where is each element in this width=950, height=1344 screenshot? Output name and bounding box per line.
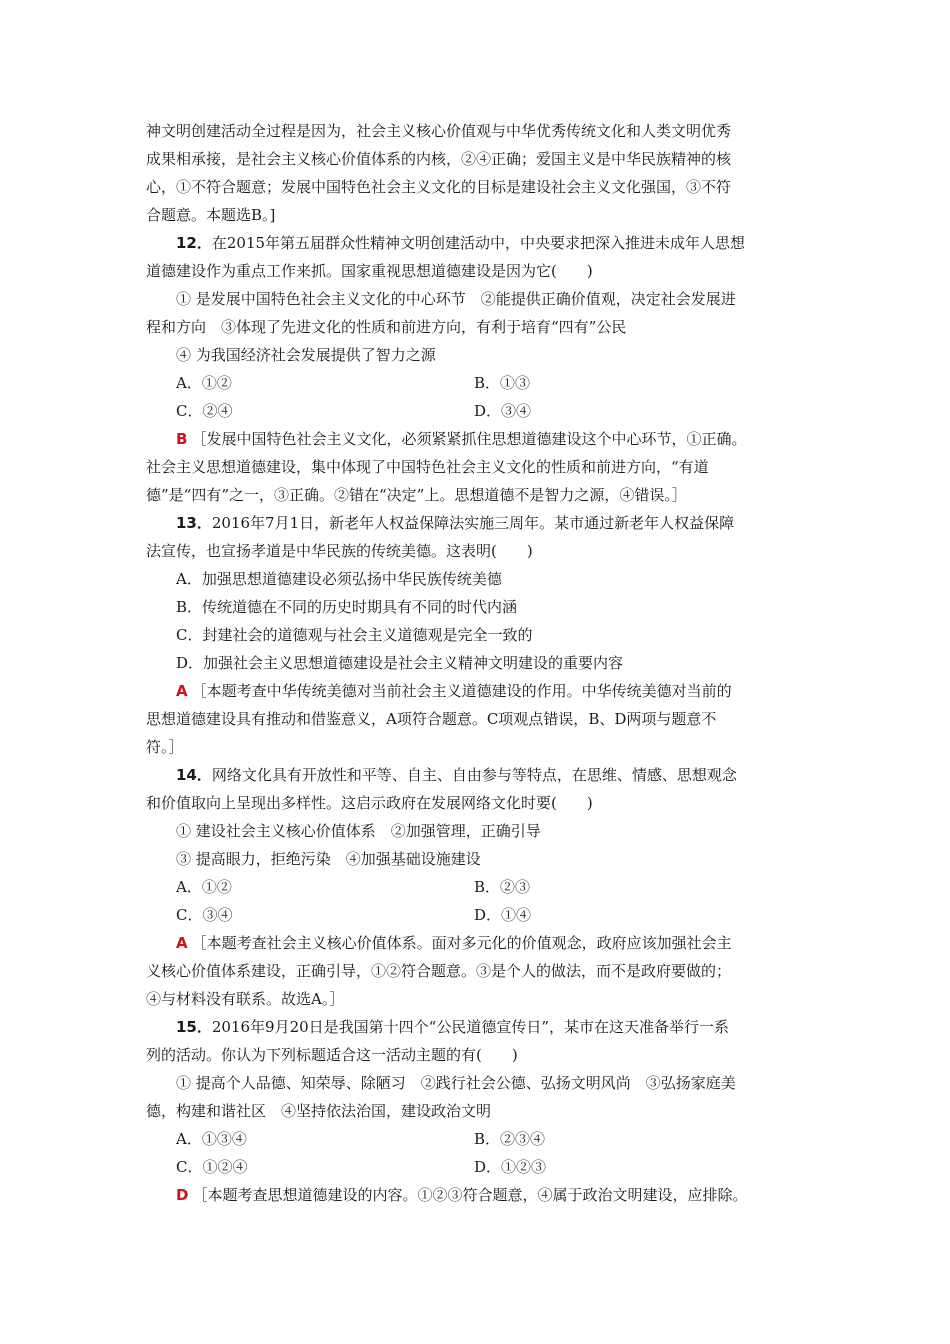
q14-explanation: A ［本题考查社会主义核心价值体系。面对多元化的价值观念，政府应该加强社会主 (176, 934, 732, 952)
q14-explanation-cont: 义核心价值体系建设，正确引导，①②符合题意。③是个人的做法，而不是政府要做的； (146, 962, 732, 980)
q12-option-c: C．②④ (176, 402, 233, 420)
q12-item: ① 是发展中国特色社会主义文化的中心环节 ②能提供正确价值观，决定社会发展进 (176, 290, 736, 308)
question-number: 13． (176, 514, 212, 532)
prev-explanation-line: 心，①不符合题意；发展中国特色社会主义文化的目标是建设社会主义文化强国，③不符 (146, 178, 732, 196)
prev-explanation-line: 合题意。本题选B。] (146, 206, 276, 224)
q13-stem-cont: 法宣传，也宣扬孝道是中华民族的传统美德。这表明( ) (146, 542, 533, 560)
q13-explanation-cont: 符。］ (146, 738, 184, 756)
q12-stem: 12．在2015年第五届群众性精神文明创建活动中，中央要求把深入推进未成年人思想 (176, 234, 746, 252)
question-number: 15． (176, 1018, 212, 1036)
q14-stem: 14．网络文化具有开放性和平等、自主、自由参与等特点，在思维、情感、思想观念 (176, 766, 737, 784)
q15-item: ① 提高个人品德、知荣辱、除陋习 ②践行社会公德、弘扬文明风尚 ③弘扬家庭美 (176, 1074, 736, 1092)
answer-letter: D (176, 1186, 189, 1204)
q12-option-d: D．③④ (474, 402, 532, 420)
q13-option-a: A．加强思想道德建设必须弘扬中华民族传统美德 (176, 570, 502, 588)
q12-explanation-cont: 社会主义思想道德建设，集中体现了中国特色社会主义文化的性质和前进方向，“有道 (146, 458, 709, 476)
q14-option-c: C．③④ (176, 906, 233, 924)
q13-stem: 13．2016年7月1日，新老年人权益保障法实施三周年。某市通过新老年人权益保障 (176, 514, 735, 532)
q14-explanation-cont: ④与材料没有联系。故选A。］ (146, 990, 345, 1008)
question-number: 14． (176, 766, 212, 784)
q13-explanation: A ［本题考查中华传统美德对当前社会主义道德建设的作用。中华传统美德对当前的 (176, 682, 732, 700)
q15-stem-cont: 列的活动。你认为下列标题适合这一活动主题的有( ) (146, 1046, 518, 1064)
q15-option-b: B．②③④ (474, 1130, 546, 1148)
q15-option-d: D．①②③ (474, 1158, 547, 1176)
q14-item: ③ 提高眼力，拒绝污染 ④加强基础设施建设 (176, 850, 481, 868)
q14-option-b: B．②③ (474, 878, 531, 896)
q12-stem-cont: 道德建设作为重点工作来抓。国家重视思想道德建设是因为它( ) (146, 262, 593, 280)
q14-item: ① 建设社会主义核心价值体系 ②加强管理，正确引导 (176, 822, 541, 840)
q13-explanation-cont: 思想道德建设具有推动和借鉴意义，A项符合题意。C项观点错误，B、D两项与题意不 (146, 710, 717, 728)
answer-letter: B (176, 430, 188, 448)
q15-stem: 15．2016年9月20日是我国第十四个“公民道德宣传日”，某市在这天准备举行一系 (176, 1018, 730, 1036)
q13-option-d: D．加强社会主义思想道德建设是社会主义精神文明建设的重要内容 (176, 654, 624, 672)
q13-option-b: B．传统道德在不同的历史时期具有不同的时代内涵 (176, 598, 518, 616)
q12-option-b: B．①③ (474, 374, 531, 392)
q12-explanation-cont: 德”是“四有”之一，③正确。②错在“决定”上。思想道德不是智力之源，④错误。］ (146, 486, 687, 504)
q13-option-c: C．封建社会的道德观与社会主义道德观是完全一致的 (176, 626, 533, 644)
q12-item: ④ 为我国经济社会发展提供了智力之源 (176, 346, 436, 364)
question-number: 12． (176, 234, 212, 252)
q15-explanation: D ［本题考查思想道德建设的内容。①②③符合题意，④属于政治文明建设，应排除。 (176, 1186, 748, 1204)
q14-stem-cont: 和价值取向上呈现出多样性。这启示政府在发展网络文化时要( ) (146, 794, 593, 812)
prev-explanation-line: 成果相承接，是社会主义核心价值体系的内核，②④正确；爱国主义是中华民族精神的核 (146, 150, 732, 168)
q15-item: 德，构建和谐社区 ④坚持依法治国，建设政治文明 (146, 1102, 492, 1120)
prev-explanation-line: 神文明创建活动全过程是因为，社会主义核心价值观与中华优秀传统文化和人类文明优秀 (146, 122, 732, 140)
q12-option-a: A．①② (176, 374, 232, 392)
q14-option-a: A．①② (176, 878, 232, 896)
q12-explanation: B ［发展中国特色社会主义文化，必须紧紧抓住思想道德建设这个中心环节，①正确。 (176, 430, 747, 448)
q15-option-c: C．①②④ (176, 1158, 248, 1176)
answer-letter: A (176, 934, 188, 952)
answer-letter: A (176, 682, 188, 700)
q14-option-d: D．①④ (474, 906, 532, 924)
q12-item: 程和方向 ③体现了先进文化的性质和前进方向，有利于培育“四有”公民 (146, 318, 627, 336)
q15-option-a: A．①③④ (176, 1130, 247, 1148)
